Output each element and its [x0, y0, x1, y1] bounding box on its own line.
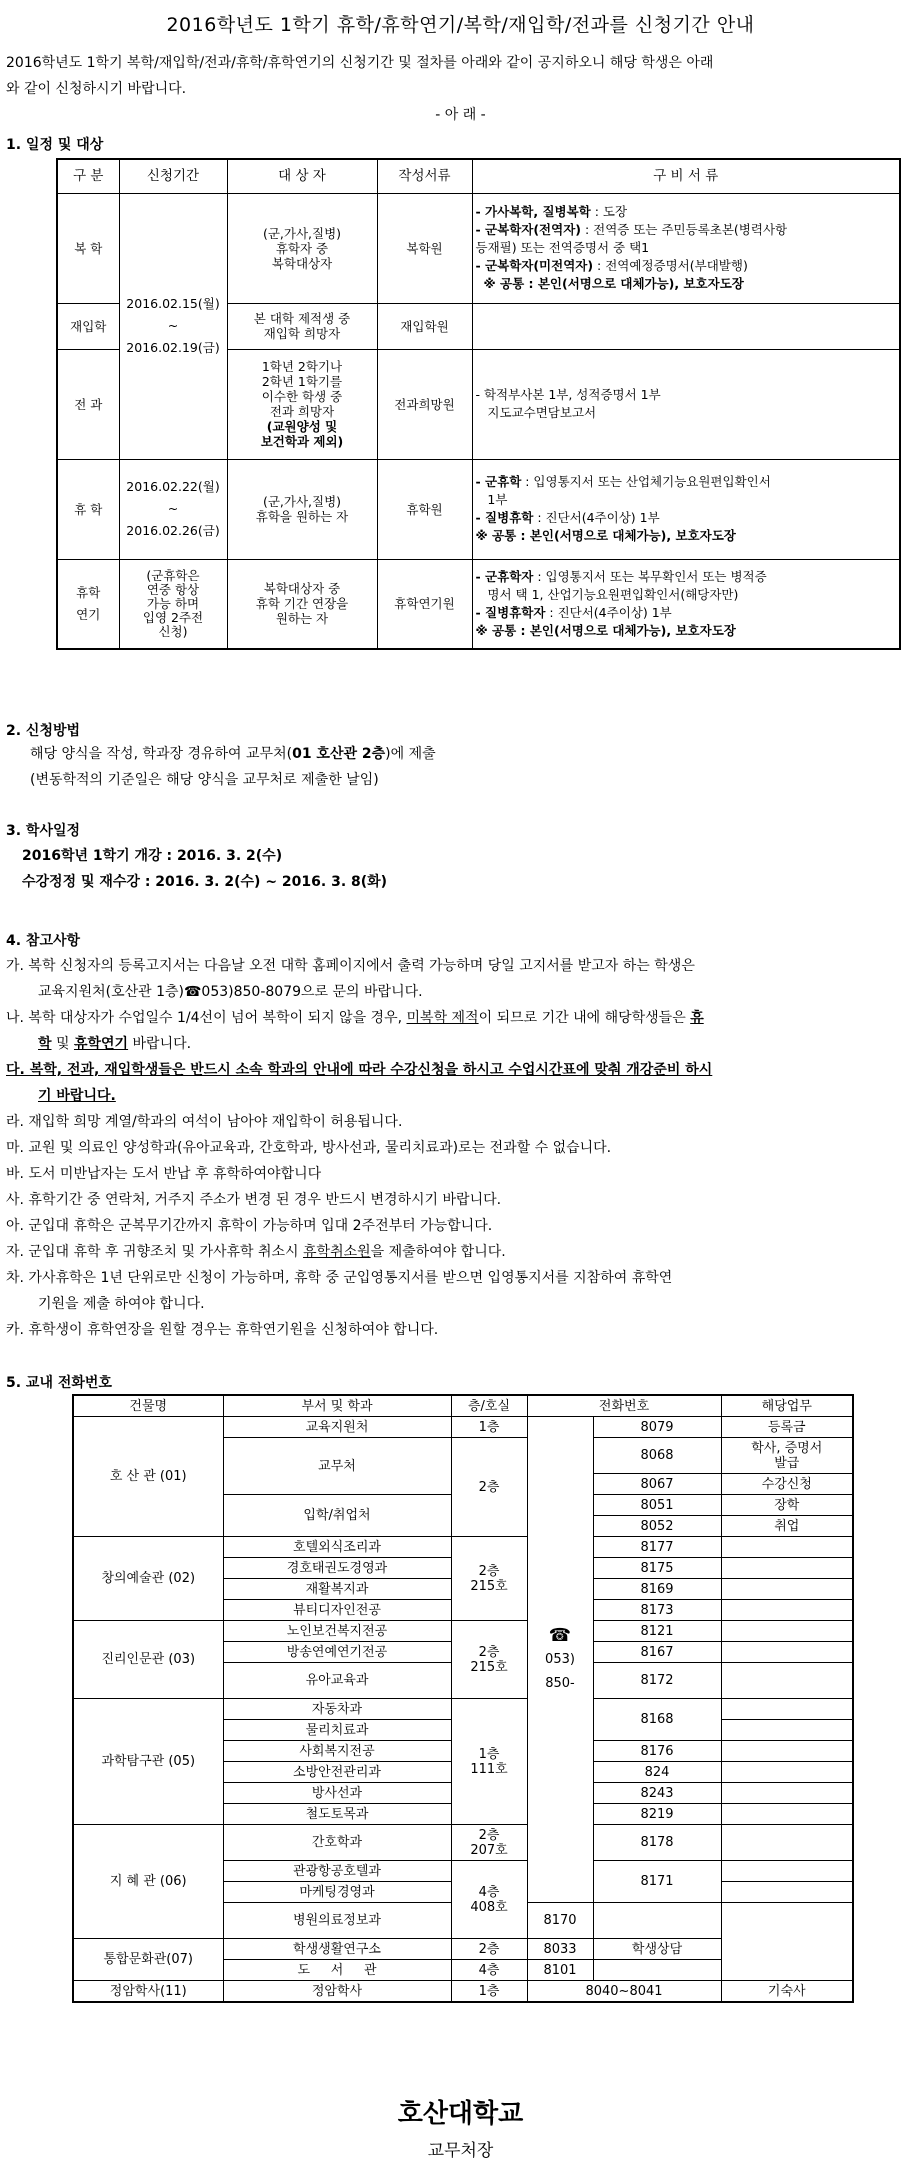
docs-return-common: ※ 공통 : 본인(서명으로 대체가능), 보호자도장	[483, 276, 744, 291]
header-category: 구 분	[57, 159, 119, 193]
phone-ext: 8178	[593, 1825, 721, 1861]
category-leave-extension: 휴학 연기	[57, 559, 119, 649]
section-5-heading: 5. 교내 전화번호	[6, 1375, 112, 1391]
section-1-heading: 1. 일정 및 대상	[6, 137, 104, 153]
dept-name: 방송연예연기전공	[223, 1642, 451, 1663]
docs-ext-a2: 명서 택 1, 산업기능요원편입확인서(해당자만)	[475, 586, 739, 602]
sec2-location: 01 호산관 2층	[292, 746, 386, 762]
dept-name: 호텔외식조리과	[223, 1537, 451, 1558]
docs-readmission	[472, 303, 900, 349]
section-4-heading: 4. 참고사항	[6, 933, 81, 949]
note-cha-1: 차. 가사휴학은 1년 단위로만 신청이 가능하며, 휴학 중 군입영통지서를 받으면 입영통지서를 지참하여 휴학연	[6, 1270, 673, 1286]
period-1-end: 2016.02.19(금)	[126, 340, 220, 355]
phone-ext: 8121	[593, 1621, 721, 1642]
university-name: 호산대학교	[397, 2099, 524, 2129]
duty	[721, 1783, 853, 1804]
note-na-1-a: 나. 복학 대상자가 수업일수 1/4선이 넘어 복학이 되지 않을 경우,	[6, 1010, 407, 1026]
target-leave: (군,가사,질병) 휴학을 원하는 자	[227, 459, 377, 559]
dept-name: 도 서 관	[223, 1960, 451, 1981]
duty	[721, 1741, 853, 1762]
floor: 1층	[451, 1417, 527, 1438]
dept-name: 재활복지과	[223, 1579, 451, 1600]
phone-ext: 8101	[527, 1960, 593, 1981]
docs-leave-b-label: - 질병휴학	[475, 510, 534, 525]
duty	[721, 1861, 853, 1882]
docs-ext-b: : 진단서(4주이상) 1부	[545, 604, 672, 620]
form-transfer: 전과희망원	[377, 349, 472, 459]
note-na-1	[6, 1005, 704, 1031]
issuer: 교무처장	[427, 2141, 494, 2161]
phone-ext: 824	[593, 1762, 721, 1783]
note-na-2-d: 바랍니다.	[128, 1036, 192, 1052]
phone-ext: 8219	[593, 1804, 721, 1825]
note-na-2	[38, 1031, 191, 1057]
duty: 장학	[721, 1495, 853, 1516]
docs-leave-common: ※ 공통 : 본인(서명으로 대체가능), 보호자도장	[475, 528, 736, 543]
duty	[721, 1882, 853, 1903]
floor: 2층	[451, 1939, 527, 1960]
note-sa: 사. 휴학기간 중 연락처, 거주지 주소가 변경 된 경우 반드시 변경하시기 바랍니다.	[6, 1192, 502, 1208]
intro-line-2: 와 같이 신청하시기 바랍니다.	[6, 81, 187, 97]
floor: 2층	[451, 1438, 527, 1537]
form-leave: 휴학원	[377, 459, 472, 559]
phone-ext: 8176	[593, 1741, 721, 1762]
note-na-expulsion: 미복학 제적	[406, 1010, 479, 1026]
phone-ext: 8173	[593, 1600, 721, 1621]
form-return: 복학원	[377, 193, 472, 303]
header-department: 부서 및 학과	[223, 1395, 451, 1417]
category-leave: 휴 학	[57, 459, 119, 559]
dept-name: 학생생활연구소	[223, 1939, 451, 1960]
phone-table	[72, 1394, 854, 2003]
duty	[721, 1762, 853, 1783]
header-period: 신청기간	[119, 159, 227, 193]
period-2-end: 2016.02.26(금)	[126, 523, 220, 538]
floor: 4층 408호	[451, 1861, 527, 1939]
sec2-line-1-c: )에 제출	[385, 746, 436, 762]
docs-transfer-1: - 학적부사본 1부, 성적증명서 1부	[475, 387, 661, 402]
dept-name: 입학/취업처	[223, 1495, 451, 1537]
note-ja-1: 자. 군입대 휴학 후 귀향조치 및 가사휴학 취소시	[6, 1244, 304, 1260]
period-2-sep: ~	[167, 501, 179, 516]
docs-return-a-label: - 가사복학, 질병복학	[475, 204, 591, 219]
floor: 2층 215호	[451, 1621, 527, 1699]
phone-ext: 8068	[593, 1438, 721, 1474]
phone-ext: 8169	[593, 1579, 721, 1600]
docs-return-b: : 전역증 또는 주민등록초본(병력사항	[581, 222, 788, 237]
target-return: (군,가사,질병) 휴학자 중 복학대상자	[227, 193, 377, 303]
phone-ext: 8175	[593, 1558, 721, 1579]
docs-return-c-label: - 군복학자(미전역자)	[475, 258, 594, 273]
dept-name: 자동차과	[223, 1699, 451, 1720]
phone-prefix-exchange: 850-	[545, 1675, 575, 1691]
duty: 등록금	[721, 1417, 853, 1438]
note-ja-3: 을 제출하여야 합니다.	[370, 1244, 506, 1260]
phone-ext: 8079	[593, 1417, 721, 1438]
duty	[721, 1558, 853, 1579]
docs-ext-b-label: - 질병휴학자	[475, 604, 546, 620]
form-leave-extension: 휴학연기원	[377, 559, 472, 649]
docs-leave-a2: 1부	[475, 492, 508, 507]
note-na-2-b: 및	[51, 1036, 74, 1052]
target-transfer-exclusion: (교원양성 및 보건학과 제외)	[260, 419, 344, 449]
docs-ext-common: ※ 공통 : 본인(서명으로 대체가능), 보호자도장	[475, 622, 736, 638]
period-2	[119, 459, 227, 559]
category-readmission: 재입학	[57, 303, 119, 349]
dept-name: 관광항공호텔과	[223, 1861, 451, 1882]
period-2-start: 2016.02.22(월)	[126, 479, 220, 494]
phone-ext: 8168	[593, 1699, 721, 1741]
phone-ext: 8167	[593, 1642, 721, 1663]
docs-return	[472, 193, 900, 303]
header-phone: 전화번호	[527, 1395, 721, 1417]
duty: 학사, 증명서 발급	[721, 1438, 853, 1474]
note-a: 아. 군입대 휴학은 군복무기간까지 휴학이 가능하며 입대 2주전부터 가능합니다.	[6, 1218, 493, 1234]
dept-name: 병원의료정보과	[223, 1903, 451, 1939]
floor: 4층	[451, 1960, 527, 1981]
building-jihye: 지 혜 관 (06)	[73, 1825, 223, 1939]
note-na-2-a: 학	[38, 1036, 52, 1052]
phone-ext: 8052	[593, 1516, 721, 1537]
docs-leave-a: : 입영통지서 또는 산업체기능요원편입확인서	[521, 474, 771, 489]
duty	[721, 1825, 853, 1861]
duty: 기숙사	[721, 1981, 853, 2003]
phone-ext: 8243	[593, 1783, 721, 1804]
duty	[721, 1537, 853, 1558]
building-jeongam: 정암학사(11)	[73, 1981, 223, 2003]
dept-name: 교육지원처	[223, 1417, 451, 1438]
phone-ext: 8177	[593, 1537, 721, 1558]
docs-ext-a-label: - 군휴학자	[475, 568, 534, 584]
dept-name: 노인보건복지전공	[223, 1621, 451, 1642]
note-ga-2: 교육지원처(호산관 1층)☎053)850-8079으로 문의 바랍니다.	[38, 984, 423, 1000]
sec3-line-1: 2016학년 1학기 개강 : 2016. 3. 2(수)	[22, 848, 283, 864]
docs-leave-a-label: - 군휴학	[475, 474, 522, 489]
category-transfer: 전 과	[57, 349, 119, 459]
duty	[721, 1804, 853, 1825]
note-ba: 바. 도서 미반납자는 도서 반납 후 휴학하여야합니다	[6, 1166, 322, 1182]
floor: 2층 215호	[451, 1537, 527, 1621]
docs-leave	[472, 459, 900, 559]
below-marker: - 아 래 -	[435, 107, 486, 123]
docs-transfer	[472, 349, 900, 459]
phone-prefix-area: 053)	[545, 1651, 575, 1667]
duty: 수강신청	[721, 1474, 853, 1495]
sec2-line-1-a: 해당 양식을 작성, 학과장 경유하여 교무처(	[30, 746, 293, 762]
dept-name: 경호태권도경영과	[223, 1558, 451, 1579]
dept-name: 소방안전관리과	[223, 1762, 451, 1783]
duty	[721, 1699, 853, 1720]
dept-name: 정암학사	[223, 1981, 451, 2003]
docs-return-c: : 전역예정증명서(부대발행)	[593, 258, 748, 273]
docs-transfer-2: 지도교수면담보고서	[475, 405, 597, 420]
note-na-2-c: 휴학연기	[73, 1036, 129, 1052]
duty	[721, 1720, 853, 1741]
duty	[593, 1960, 721, 1981]
docs-leave-extension	[472, 559, 900, 649]
header-form: 작성서류	[377, 159, 472, 193]
page-title: 2016학년도 1학기 휴학/휴학연기/복학/재입학/전과를 신청기간 안내	[166, 14, 755, 36]
building-tonghap: 통합문화관(07)	[73, 1939, 223, 1981]
note-ma: 마. 교원 및 의료인 양성학과(유아교육과, 간호학과, 방사선과, 물리치료과)로는 전과할 수 없습니다.	[6, 1140, 612, 1156]
note-ja	[6, 1239, 506, 1265]
note-da-1: 다. 복학, 전과, 재입학생들은 반드시 소속 학과의 안내에 따라 수강신청을 하시고 수업시간표에 맞춰 개강준비 하시	[6, 1062, 713, 1078]
phone-ext: 8172	[593, 1663, 721, 1699]
docs-return-b-label: - 군복학자(전역자)	[475, 222, 581, 237]
phone-ext: 8067	[593, 1474, 721, 1495]
sec3-line-2: 수강정정 및 재수강 : 2016. 3. 2(수) ~ 2016. 3. 8(화)	[22, 874, 388, 890]
note-ka: 카. 휴학생이 휴학연장을 원할 경우는 휴학연기원을 신청하여야 합니다.	[6, 1322, 439, 1338]
note-ja-form: 휴학취소원	[303, 1244, 371, 1260]
duty	[721, 1642, 853, 1663]
duty	[721, 1600, 853, 1621]
intro-line-1: 2016학년도 1학기 복학/재입학/전과/휴학/휴학연기의 신청기간 및 절차를 아래와 같이 공지하오니 해당 학생은 아래	[6, 55, 714, 71]
phone-ext: 8171	[593, 1861, 721, 1903]
target-leave-extension: 복학대상자 중 휴학 기간 연장을 원하는 자	[227, 559, 377, 649]
header-floor: 층/호실	[451, 1395, 527, 1417]
dept-name: 물리치료과	[223, 1720, 451, 1741]
dept-name: 철도토목과	[223, 1804, 451, 1825]
period-1	[119, 193, 227, 459]
phone-ext: 8040~8041	[527, 1981, 721, 2003]
header-required-docs: 구 비 서 류	[472, 159, 900, 193]
form-readmission: 재입학원	[377, 303, 472, 349]
dept-name: 사회복지전공	[223, 1741, 451, 1762]
phone-ext: 8033	[527, 1939, 593, 1960]
phone-ext: 8051	[593, 1495, 721, 1516]
docs-leave-b: : 진단서(4주이상) 1부	[533, 510, 660, 525]
section-2-heading: 2. 신청방법	[6, 723, 81, 739]
dept-name: 방사선과	[223, 1783, 451, 1804]
dept-name: 교무처	[223, 1438, 451, 1495]
header-building: 건물명	[73, 1395, 223, 1417]
dept-name: 마케팅경영과	[223, 1882, 451, 1903]
section-3-heading: 3. 학사일정	[6, 823, 81, 839]
duty	[721, 1579, 853, 1600]
header-target: 대 상 자	[227, 159, 377, 193]
duty	[593, 1903, 721, 1939]
header-duty: 해당업무	[721, 1395, 853, 1417]
phone-ext: 8170	[527, 1903, 593, 1939]
note-na-1-d: 휴	[690, 1010, 704, 1026]
sec2-line-2: (변동학적의 기준일은 해당 양식을 교무처로 제출한 날임)	[30, 772, 379, 788]
schedule-table	[56, 158, 901, 650]
note-ga-1: 가. 복학 신청자의 등록고지서는 다음날 오전 대학 홈페이지에서 출력 가능하며 당일 고지서를 받고자 하는 학생은	[6, 958, 695, 974]
category-return: 복 학	[57, 193, 119, 303]
floor: 1층 111호	[451, 1699, 527, 1825]
period-military: (군휴학은 연중 항상 가능 하며 입영 2주전 신청)	[119, 559, 227, 649]
docs-return-b2: 등재필) 또는 전역증명서 중 택1	[475, 240, 650, 255]
note-cha-2: 기원을 제출 하여야 합니다.	[38, 1296, 205, 1312]
note-ra: 라. 재입학 희망 계열/학과의 여석이 남아야 재입학이 허용됩니다.	[6, 1114, 403, 1130]
floor: 1층	[451, 1981, 527, 2003]
phone-prefix	[527, 1417, 593, 1903]
target-readmission: 본 대학 제적생 중 재입학 희망자	[227, 303, 377, 349]
docs-ext-a: : 입영통지서 또는 복무확인서 또는 병적증	[533, 568, 767, 584]
duty	[721, 1621, 853, 1642]
dept-name: 간호학과	[223, 1825, 451, 1861]
building-jinri: 진리인문관 (03)	[73, 1621, 223, 1699]
docs-return-a: : 도장	[590, 204, 628, 219]
sec2-line-1	[30, 741, 436, 767]
phone-icon: ☎	[548, 1624, 572, 1646]
period-1-start: 2016.02.15(월)	[126, 296, 220, 311]
duty	[721, 1663, 853, 1699]
note-na-1-c: 이 되므로 기간 내에 해당학생들은	[478, 1010, 691, 1026]
note-da-2: 기 바랍니다.	[38, 1088, 116, 1104]
target-transfer	[227, 349, 377, 459]
period-1-sep: ~	[167, 318, 179, 333]
dept-name: 뷰티디자인전공	[223, 1600, 451, 1621]
floor: 2층 207호	[451, 1825, 527, 1861]
building-changui: 창의예술관 (02)	[73, 1537, 223, 1621]
target-transfer-text: 1학년 2학기나 2학년 1학기를 이수한 학생 중 전과 희망자	[261, 359, 343, 419]
duty: 취업	[721, 1516, 853, 1537]
building-hosan: 호 산 관 (01)	[73, 1417, 223, 1537]
dept-name: 유아교육과	[223, 1663, 451, 1699]
duty: 학생상담	[593, 1939, 721, 1960]
building-gwahak: 과학탐구관 (05)	[73, 1699, 223, 1825]
